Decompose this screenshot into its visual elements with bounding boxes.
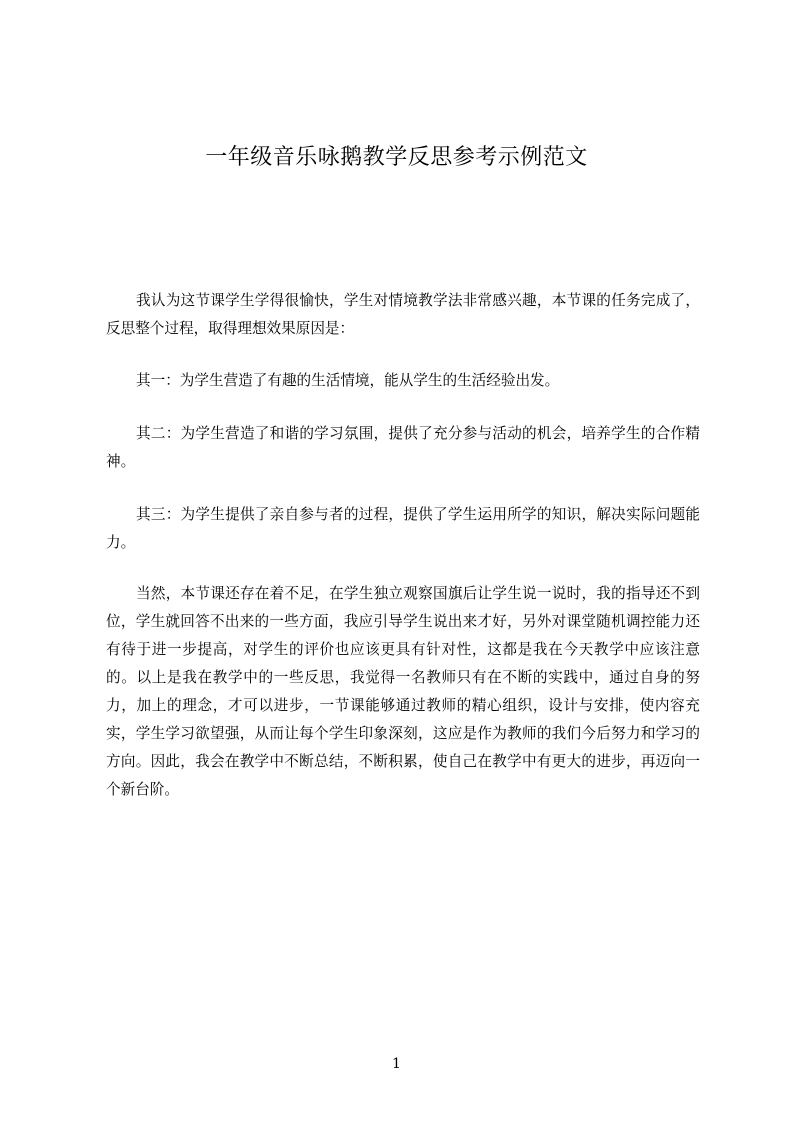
paragraph-conclusion: 当然，本节课还存在着不足，在学生独立观察国旗后让学生说一说时，我的指导还不到位，学生就回答不出来的一些方面，我应引导学生说出来才好，另外对课堂随机调控能力还有待于进一步提高，对学生的评价也应该更具有针对性，这都是我在今天教学中应该注意的。以上是我在教学中的一些反思，我觉得一名教师只有在不断的实践中，通过自身的努力，加上的理念，才可以进步，一节课能够通过教师的精心组织，设计与安排，使内容充实，学生学习欲望强，从而让每个学生印象深刻，这应是作为教师的我们今后努力和学习的方向。因此，我会在教学中不断总结，不断积累，使自己在教学中有更大的进步，再迈向一个新台阶。 bbox=[106, 585, 700, 798]
paragraph-point-one: 其一：为学生营造了有趣的生活情境，能从学生的生活经验出发。 bbox=[136, 372, 560, 389]
paragraph-intro: 我认为这节课学生学得很愉快，学生对情境教学法非常感兴趣，本节课的任务完成了，反思整个过程，取得理想效果原因是： bbox=[106, 292, 700, 337]
paragraph-point-two: 其二：为学生营造了和谐的学习氛围，提供了充分参与活动的机会，培养学生的合作精神。 bbox=[106, 425, 700, 470]
document-title: 一年级音乐咏鹅教学反思参考示例范文 bbox=[205, 145, 588, 170]
paragraph-point-three: 其三：为学生提供了亲自参与者的过程，提供了学生运用所学的知识，解决实际问题能力。 bbox=[106, 506, 700, 551]
page-number: 1 bbox=[392, 1056, 401, 1072]
